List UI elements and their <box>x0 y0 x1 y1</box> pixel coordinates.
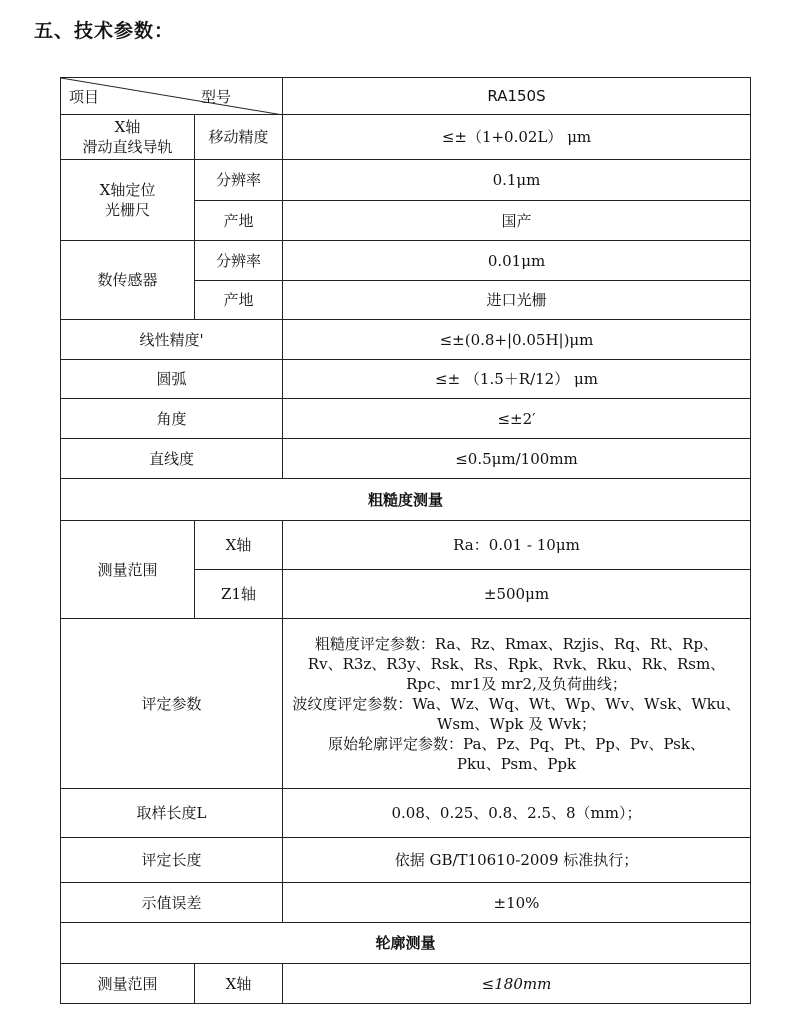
param-value: ≤±(0.8+|0.05H|)μm <box>283 320 751 360</box>
section-title-roughness: 粗糙度测量 <box>61 479 751 521</box>
row-label: 直线度 <box>61 439 283 479</box>
row-label: 测量范围 <box>61 521 195 619</box>
row-label: 圆弧 <box>61 360 283 399</box>
eval-params-line: 原始轮廓评定参数：Pa、Pz、Pq、Pt、Pp、Pv、Psk、 <box>328 734 705 753</box>
param-label: X轴 <box>195 521 283 570</box>
table-row <box>61 439 751 479</box>
eval-params-line: 波纹度评定参数：Wa、Wz、Wq、Wt、Wp、Wv、Wsk、Wku、 <box>292 694 741 713</box>
section-row <box>61 923 751 964</box>
table-row <box>61 883 751 923</box>
param-label: X轴 <box>195 964 283 1004</box>
param-value: ≤± （1.5＋R/12） μm <box>283 360 751 399</box>
section-heading: 五、技术参数： <box>34 20 175 42</box>
row-label: 角度 <box>61 399 283 439</box>
param-value: ±10% <box>283 883 751 923</box>
table-row <box>61 241 751 281</box>
row-label <box>61 115 195 160</box>
row-label: 数传感器 <box>61 241 195 320</box>
table-row <box>61 360 751 399</box>
row-label-line: X轴定位 <box>99 181 156 199</box>
table-row <box>61 399 751 439</box>
row-label-line: X轴 <box>114 118 141 136</box>
row-label: 取样长度L <box>61 789 283 838</box>
row-label: 测量范围 <box>61 964 195 1004</box>
row-label-line: 滑动直线导轨 <box>82 138 173 156</box>
eval-params-line: Rpc、mr1及 mr2,及负荷曲线； <box>406 674 627 693</box>
model-value: RA150S <box>283 78 751 115</box>
param-value: 0.01μm <box>283 241 751 281</box>
param-label: 产地 <box>195 281 283 320</box>
param-label: 分辨率 <box>195 241 283 281</box>
param-label: 分辨率 <box>195 160 283 201</box>
param-label: 移动精度 <box>195 115 283 160</box>
header-item-label: 项目 <box>69 88 100 106</box>
section-row <box>61 479 751 521</box>
table-row <box>61 115 751 160</box>
table-row <box>61 964 751 1004</box>
spec-table <box>60 77 751 1004</box>
table-header-row <box>61 78 751 115</box>
param-value: ≤±2′ <box>283 399 751 439</box>
table-row <box>61 789 751 838</box>
param-value: Ra：0.01 - 10μm <box>283 521 751 570</box>
param-value: 国产 <box>283 201 751 241</box>
eval-params-list <box>283 619 751 789</box>
header-model-label: 型号 <box>201 88 232 106</box>
param-value: ≤±（1+0.02L） μm <box>283 115 751 160</box>
param-label: 产地 <box>195 201 283 241</box>
row-label <box>61 160 195 241</box>
param-value: ±500μm <box>283 570 751 619</box>
section-title-contour: 轮廓测量 <box>61 923 751 964</box>
row-label: 评定参数 <box>61 619 283 789</box>
param-value: ≤0.5μm/100mm <box>283 439 751 479</box>
eval-params-line: Pku、Psm、Ppk <box>456 754 577 773</box>
param-value: 0.08、0.25、0.8、2.5、8（mm）； <box>283 789 751 838</box>
eval-params-line: Wsm、Wpk 及 Wvk； <box>437 714 596 733</box>
row-label-line: 光栅尺 <box>104 201 150 219</box>
table-row <box>61 619 751 789</box>
row-label: 线性精度' <box>61 320 283 360</box>
param-value: ≤180mm <box>283 964 751 1004</box>
param-label: Z1轴 <box>195 570 283 619</box>
row-label: 评定长度 <box>61 838 283 883</box>
eval-params-line: Rv、R3z、R3y、Rsk、Rs、Rpk、Rvk、Rku、Rk、Rsm、 <box>307 654 726 673</box>
param-value: 0.1μm <box>283 160 751 201</box>
eval-params-line: 粗糙度评定参数：Ra、Rz、Rmax、Rzjis、Rq、Rt、Rp、 <box>314 634 719 653</box>
table-row <box>61 838 751 883</box>
param-value: 进口光栅 <box>283 281 751 320</box>
table-row <box>61 320 751 360</box>
diagonal-header-cell <box>61 78 283 115</box>
table-row <box>61 521 751 570</box>
table-row <box>61 160 751 201</box>
param-value: 依据 GB/T10610-2009 标准执行； <box>283 838 751 883</box>
row-label: 示值误差 <box>61 883 283 923</box>
